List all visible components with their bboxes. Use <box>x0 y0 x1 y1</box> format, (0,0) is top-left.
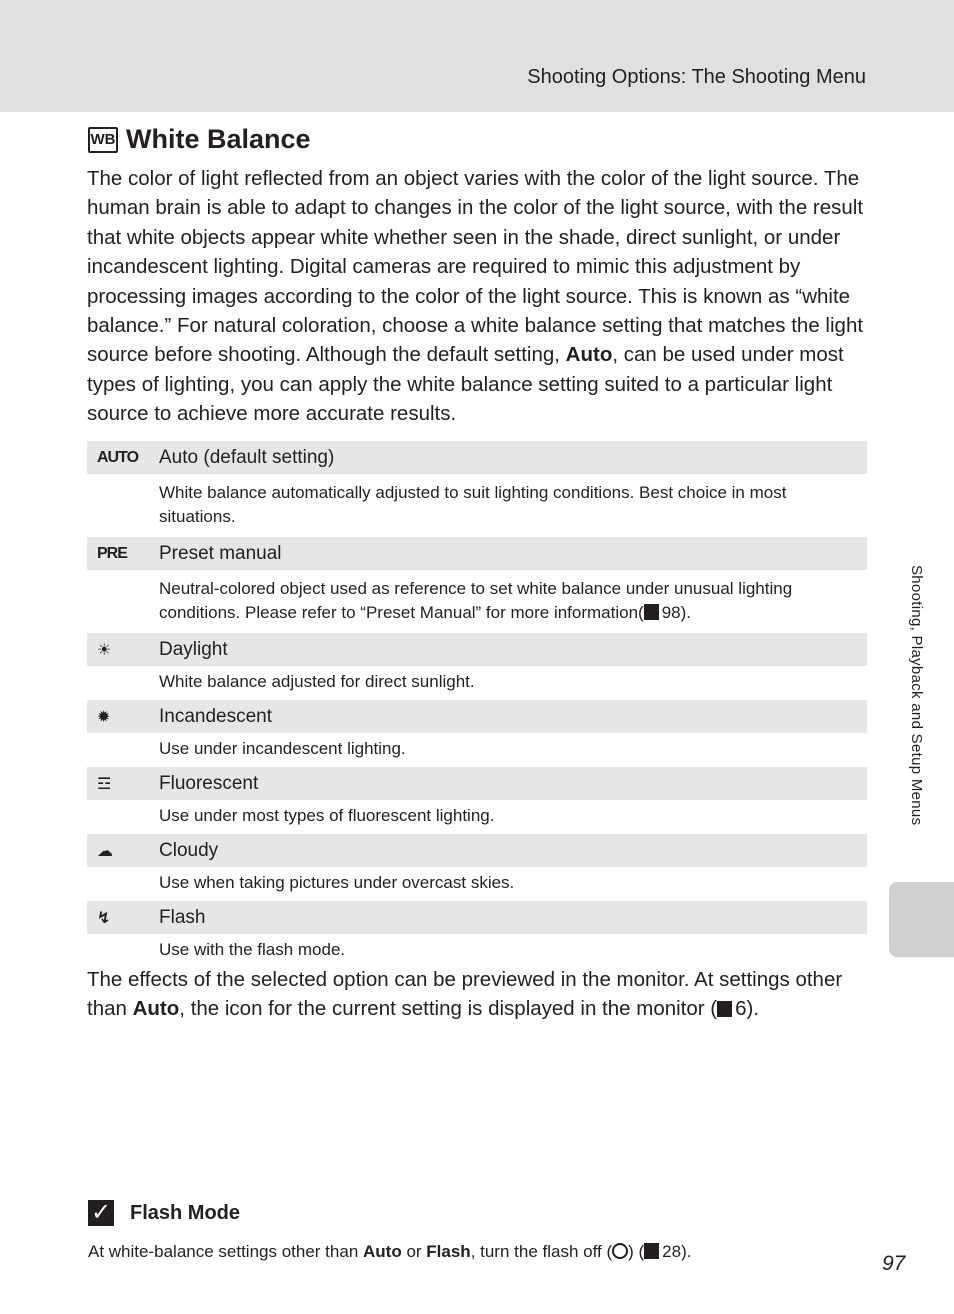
outro-text-3: ). <box>746 997 760 1021</box>
option-description: Use under most types of fluorescent lighting. <box>159 806 495 825</box>
note-title <box>88 1200 240 1226</box>
note-text-1: At white-balance settings other than <box>88 1242 363 1261</box>
option-description: White balance automatically adjusted to suit lighting conditions. Best choice in most situations. <box>159 483 787 526</box>
page-reference: 28 <box>662 1242 682 1261</box>
option-description: Use when taking pictures under overcast skies. <box>159 873 515 892</box>
white-balance-icon: WB <box>88 127 118 153</box>
note-text-4: ) ( <box>628 1242 645 1261</box>
option-description-text: Neutral-colored object used as reference to set white balance under unusual lighting conditions. Please refer to “Preset Manual” for more information( <box>159 579 793 622</box>
outro-text-2: , the icon for the current setting is displayed in the monitor ( <box>179 997 718 1021</box>
option-description: White balance adjusted for direct sunlight. <box>159 672 475 691</box>
note-text <box>88 1242 691 1262</box>
note-title-text: Flash Mode <box>130 1201 241 1224</box>
fluorescent-icon: ☲ <box>97 775 111 793</box>
header-band <box>0 0 954 112</box>
page-reference-icon <box>644 604 659 620</box>
incandescent-icon: ✹ <box>97 708 110 726</box>
option-label: Auto (default setting) <box>159 446 335 468</box>
options-table <box>87 441 867 968</box>
page-reference: 6 <box>735 997 747 1021</box>
option-row-cloudy <box>87 834 867 867</box>
note-text-2: or <box>401 1242 427 1261</box>
daylight-icon: ☀ <box>97 641 111 659</box>
option-row-incandescent <box>87 700 867 733</box>
outro-bold-auto: Auto <box>132 997 180 1021</box>
side-tab-label: Shooting, Playback and Setup Menus <box>908 565 925 826</box>
flash-icon: ↯ <box>97 909 110 927</box>
checkmark-note-icon: ✓ <box>88 1200 114 1226</box>
outro-paragraph <box>87 965 877 1024</box>
intro-paragraph <box>87 164 877 429</box>
option-description: Use under incandescent lighting. <box>159 739 406 758</box>
intro-text-2: , can be used under most types of lighting, you can apply the white balance setting suited to a particular light source to achieve more accurate results. <box>87 343 844 426</box>
note-text-3: , turn the flash off ( <box>470 1242 613 1261</box>
flash-off-icon <box>612 1243 628 1259</box>
page-number: 97 <box>882 1252 906 1275</box>
note-text-5: ). <box>681 1242 692 1261</box>
outro-text-1: The effects of the selected option can be previewed in the monitor. At settings other than <box>87 968 843 1021</box>
page-reference-icon <box>717 1001 732 1017</box>
option-label: Daylight <box>159 638 228 660</box>
section-title-text: White Balance <box>126 124 311 154</box>
option-label: Flash <box>159 906 206 928</box>
cloudy-icon: ☁ <box>97 842 112 860</box>
option-description: Use with the flash mode. <box>159 940 346 959</box>
option-row-flash <box>87 901 867 934</box>
page-reference-icon <box>644 1243 659 1259</box>
intro-bold-auto: Auto <box>565 343 613 367</box>
option-label: Incandescent <box>159 705 273 727</box>
option-label: Preset manual <box>159 542 282 564</box>
preset-wb-icon: PRE <box>97 544 127 562</box>
note-bold-auto: Auto <box>363 1242 402 1261</box>
option-label: Fluorescent <box>159 772 259 794</box>
running-header: Shooting Options: The Shooting Menu <box>527 66 866 88</box>
option-description <box>87 570 867 633</box>
option-row-daylight <box>87 633 867 666</box>
option-row-auto <box>87 441 867 474</box>
option-label: Cloudy <box>159 839 219 861</box>
page-reference: 98 <box>661 603 681 622</box>
auto-wb-icon: AUTO <box>97 448 139 466</box>
side-tab-marker <box>889 882 954 957</box>
intro-text-1: The color of light reflected from an object varies with the color of the light source. The human brain is able to adapt to changes in the color of the light source, with the result that white objects appear white whether seen in the shade, direct sunlight, or under incandescent lighting. Digital cameras are required to mimic this adjustment by processing images according to the color of the light source. This is known as “white balance.” For natural coloration, choose a white balance setting that matches the light source before shooting. Although the default setting, <box>87 167 864 367</box>
note-bold-flash: Flash <box>426 1242 471 1261</box>
section-title <box>88 124 311 155</box>
option-description-end: ). <box>680 603 692 622</box>
option-row-preset <box>87 537 867 570</box>
option-row-fluorescent <box>87 767 867 800</box>
